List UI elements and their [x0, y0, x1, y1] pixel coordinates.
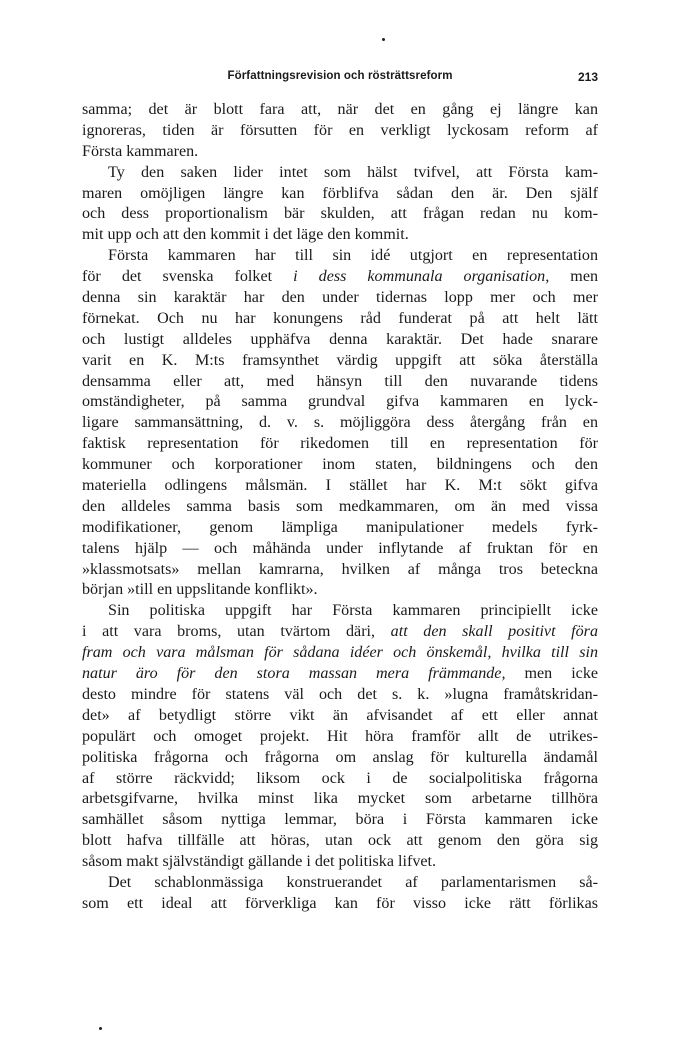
text-line	[82, 643, 598, 664]
text-line	[82, 769, 598, 790]
line-text: och lustigt alldeles upphäfva denna karaktär. Det hade snarare	[82, 330, 598, 348]
line-text: förnekat. Och nu har konungens råd funderat på att helt lätt	[82, 309, 598, 327]
text-line	[82, 539, 598, 560]
italic-text: fram och vara målsman för sådana idéer och önskemål, hvilka till sin	[82, 644, 598, 662]
line-text: det» af betydligt större vikt än afvisandet af ett eller annat	[82, 706, 598, 724]
line-text: af större räckvidd; liksom ock i de socialpolitiska frågorna	[82, 769, 598, 787]
text-line	[82, 727, 598, 748]
text-line	[82, 121, 598, 142]
line-text: ignoreras, tiden är försutten för en verkligt lyckosam reform af	[82, 121, 598, 139]
text-line	[82, 246, 598, 267]
line-text: denna sin karaktär har den under tidernas lopp mer och mer	[82, 289, 598, 307]
text-line	[82, 351, 598, 372]
text-line	[82, 580, 598, 601]
line-text: Ty den saken lider intet som hälst tvifvel, att Första kam-	[108, 163, 598, 181]
line-text: politiska frågorna och frågorna om anslag för kulturella ändamål	[82, 748, 598, 766]
text-line	[82, 873, 598, 894]
line-text: Det schablonmässiga konstruerandet af parlamentarismen så-	[108, 873, 598, 891]
text-line	[82, 309, 598, 330]
line-text: samma; det är blott fara att, när det en gång ej längre kan	[82, 101, 598, 118]
text-line	[82, 413, 598, 434]
line-text: men icke	[505, 665, 598, 683]
line-text: som ett ideal att förverkliga kan för visso icke rätt förlikas	[82, 894, 598, 912]
text-line	[82, 706, 598, 727]
text-line	[82, 664, 598, 685]
line-text: mit upp och att den kommit i det läge den kommit.	[82, 226, 409, 244]
text-line	[82, 685, 598, 706]
italic-text: natur äro för den stora massan mera främmande,	[82, 665, 506, 683]
line-text: Första kammaren.	[82, 142, 199, 160]
text-line	[82, 455, 598, 476]
text-line	[82, 434, 598, 455]
line-text: modifikationer, genom lämpliga manipulationer medels fyrk-	[82, 518, 598, 536]
text-line	[82, 748, 598, 769]
text-line	[82, 476, 598, 497]
line-text: men	[549, 268, 598, 286]
line-text: samhället såsom nyttiga lemmar, böra i Första kammaren icke	[82, 811, 598, 829]
text-line	[82, 560, 598, 581]
text-line	[82, 831, 598, 852]
line-text: Sin politiska uppgift har Första kammaren principiellt icke	[108, 602, 598, 620]
text-line	[82, 810, 598, 831]
line-text: omständigheter, på samma grundval gifva kammaren en lyck-	[82, 393, 598, 411]
text-line	[82, 204, 598, 225]
line-text: populärt och omoget projekt. Hit höra framför allt de utrikes-	[82, 727, 598, 745]
text-line	[82, 852, 598, 873]
text-line	[82, 225, 598, 246]
text-line	[82, 330, 598, 351]
text-line	[82, 497, 598, 518]
text-line	[82, 622, 598, 643]
text-line	[82, 267, 598, 288]
line-text: kommuner och korporationer inom staten, bildningens och den	[82, 456, 598, 474]
text-line	[82, 288, 598, 309]
page-header	[80, 70, 600, 86]
speck-bottom	[99, 1027, 102, 1030]
line-text: den alldeles samma basis som medkammaren, om än med vissa	[82, 497, 598, 515]
line-text: densamma eller att, med hänsyn till den nuvarande tidens	[82, 372, 598, 390]
page-number: 213	[577, 70, 598, 84]
text-line	[82, 372, 598, 393]
line-text: varit en K. M:ts framsynthet värdig uppgift att söka återställa	[82, 351, 598, 369]
line-text: maren omöjligen längre kan förblifva sådan den är. Den själf	[82, 184, 598, 202]
line-text: såsom makt självständigt gällande i det politiska lifvet.	[82, 853, 436, 871]
italic-text: i dess kommunala organisation,	[293, 268, 550, 286]
line-text: arbetsgifvarne, hvilka minst lika mycket som arbetarne tillhöra	[82, 790, 598, 808]
text-line	[82, 392, 598, 413]
speck-top	[382, 38, 385, 41]
line-text: början »till en uppslitande konflikt».	[82, 581, 318, 599]
line-text: i att vara broms, utan tvärtom däri,	[82, 623, 391, 641]
body-text	[82, 100, 598, 915]
line-text: och dess proportionalism bär skulden, att frågan redan nu kom-	[82, 205, 598, 223]
line-text: ligare sammansättning, d. v. s. möjliggöra dess återgång från en	[82, 414, 598, 432]
italic-text: att den skall positivt föra	[390, 623, 598, 641]
text-line	[82, 789, 598, 810]
text-line	[82, 163, 598, 184]
line-text: blott hafva tillfälle att höras, utan ock att genom den göra sig	[82, 832, 598, 850]
line-text: för det svenska folket	[82, 268, 294, 286]
line-text: faktisk representation för rikedomen till en representation för	[82, 435, 598, 453]
line-text: Första kammaren har till sin idé utgjort en representation	[108, 247, 598, 265]
text-line	[82, 601, 598, 622]
line-text: »klassmotsats» mellan kamrarna, hvilken af många tros beteckna	[82, 560, 598, 578]
line-text: talens hjälp — och måhända under inflytande af fruktan för en	[82, 539, 598, 557]
line-text: desto mindre för statens väl och det s. k. »lugna framåtskridan-	[82, 685, 598, 703]
running-head: Författningsrevision och rösträttsreform	[227, 70, 453, 82]
text-line	[82, 142, 598, 163]
text-line	[82, 894, 598, 915]
text-line	[82, 518, 598, 539]
text-line	[82, 184, 598, 205]
line-text: materiella odlingens målsmän. I stället har K. M:t sökt gifva	[82, 477, 598, 495]
text-line	[82, 100, 598, 121]
